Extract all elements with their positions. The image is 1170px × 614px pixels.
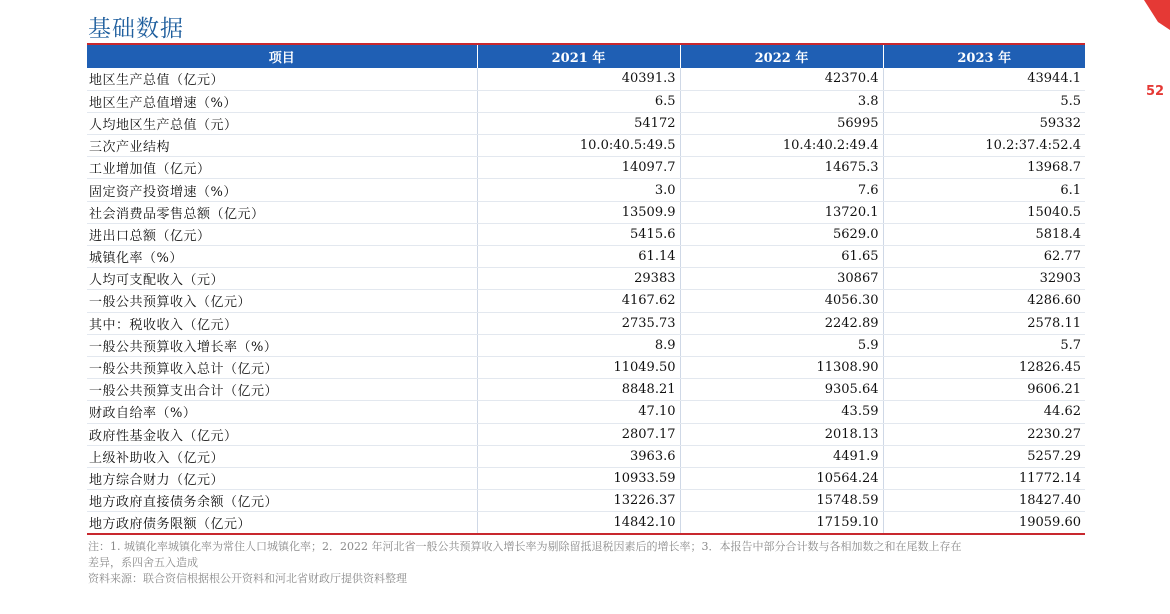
row-value: 61.14 <box>477 246 680 268</box>
row-value: 10.2:37.4:52.4 <box>883 135 1085 157</box>
row-label: 进出口总额（亿元） <box>87 223 477 245</box>
table-header-row <box>87 44 1085 68</box>
table-row <box>87 90 1085 112</box>
row-value: 11308.90 <box>680 356 883 378</box>
row-label: 一般公共预算收入增长率（%） <box>87 334 477 356</box>
row-value: 8848.21 <box>477 379 680 401</box>
row-value: 15040.5 <box>883 201 1085 223</box>
row-label: 城镇化率（%） <box>87 246 477 268</box>
row-value: 2242.89 <box>680 312 883 334</box>
row-value: 15748.59 <box>680 490 883 512</box>
row-value: 2018.13 <box>680 423 883 445</box>
row-value: 9305.64 <box>680 379 883 401</box>
column-header-2022: 2022 年 <box>680 44 883 68</box>
row-value: 62.77 <box>883 246 1085 268</box>
table-row <box>87 423 1085 445</box>
table-row <box>87 201 1085 223</box>
row-value: 10.0:40.5:49.5 <box>477 135 680 157</box>
table-row <box>87 379 1085 401</box>
row-value: 5.9 <box>680 334 883 356</box>
row-value: 17159.10 <box>680 512 883 534</box>
row-value: 4056.30 <box>680 290 883 312</box>
column-header-2021: 2021 年 <box>477 44 680 68</box>
column-header-2023: 2023 年 <box>883 44 1085 68</box>
row-value: 13720.1 <box>680 201 883 223</box>
row-value: 47.10 <box>477 401 680 423</box>
row-value: 5.5 <box>883 90 1085 112</box>
table-row <box>87 268 1085 290</box>
table-row <box>87 334 1085 356</box>
row-value: 5818.4 <box>883 223 1085 245</box>
row-value: 59332 <box>883 112 1085 134</box>
row-value: 2230.27 <box>883 423 1085 445</box>
row-label: 财政自给率（%） <box>87 401 477 423</box>
row-value: 13968.7 <box>883 157 1085 179</box>
row-value: 8.9 <box>477 334 680 356</box>
row-value: 13509.9 <box>477 201 680 223</box>
column-header-item: 项目 <box>268 51 295 66</box>
row-value: 54172 <box>477 112 680 134</box>
row-value: 9606.21 <box>883 379 1085 401</box>
row-label: 地方综合财力（亿元） <box>87 467 477 489</box>
row-value: 7.6 <box>680 179 883 201</box>
row-value: 4286.60 <box>883 290 1085 312</box>
row-label: 一般公共预算支出合计（亿元） <box>87 379 477 401</box>
row-value: 11772.14 <box>883 467 1085 489</box>
row-value: 44.62 <box>883 401 1085 423</box>
row-label: 地方政府债务限额（亿元） <box>87 512 477 534</box>
row-value: 10564.24 <box>680 467 883 489</box>
row-value: 6.1 <box>883 179 1085 201</box>
table-row <box>87 445 1085 467</box>
table-row <box>87 490 1085 512</box>
row-label: 地方政府直接债务余额（亿元） <box>87 490 477 512</box>
row-value: 6.5 <box>477 90 680 112</box>
row-value: 5415.6 <box>477 223 680 245</box>
row-label: 人均可支配收入（元） <box>87 268 477 290</box>
row-value: 18427.40 <box>883 490 1085 512</box>
table-row <box>87 356 1085 378</box>
row-value: 14675.3 <box>680 157 883 179</box>
row-value: 14097.7 <box>477 157 680 179</box>
row-value: 3963.6 <box>477 445 680 467</box>
row-value: 2578.11 <box>883 312 1085 334</box>
row-label: 地区生产总值增速（%） <box>87 90 477 112</box>
row-value: 32903 <box>883 268 1085 290</box>
row-value: 61.65 <box>680 246 883 268</box>
table-row <box>87 157 1085 179</box>
row-label: 其中：税收收入（亿元） <box>87 312 477 334</box>
row-value: 43944.1 <box>883 68 1085 90</box>
row-label: 固定资产投资增速（%） <box>87 179 477 201</box>
row-value: 5257.29 <box>883 445 1085 467</box>
row-label: 政府性基金收入（亿元） <box>87 423 477 445</box>
row-label: 人均地区生产总值（元） <box>87 112 477 134</box>
row-label: 地区生产总值（亿元） <box>87 68 477 90</box>
table-row <box>87 68 1085 90</box>
row-value: 5.7 <box>883 334 1085 356</box>
row-value: 2735.73 <box>477 312 680 334</box>
table-row <box>87 512 1085 534</box>
red-corner-shape <box>1144 0 1170 30</box>
row-value: 42370.4 <box>680 68 883 90</box>
row-value: 2807.17 <box>477 423 680 445</box>
row-value: 43.59 <box>680 401 883 423</box>
page-title: 基础数据 <box>88 16 184 42</box>
row-label: 一般公共预算收入总计（亿元） <box>87 356 477 378</box>
row-label: 社会消费品零售总额（亿元） <box>87 201 477 223</box>
row-value: 12826.45 <box>883 356 1085 378</box>
row-label: 工业增加值（亿元） <box>87 157 477 179</box>
row-value: 3.8 <box>680 90 883 112</box>
table-row <box>87 290 1085 312</box>
row-label: 三次产业结构 <box>87 135 477 157</box>
note-line-1: 注：1. 城镇化率城镇化率为常住人口城镇化率；2．2022 年河北省一般公共预算收入增长率为剔除留抵退税因素后的增长率；3．本报告中部分合计数与各相加数之和在尾数上存在 <box>88 540 962 553</box>
row-value: 4491.9 <box>680 445 883 467</box>
row-value: 19059.60 <box>883 512 1085 534</box>
row-value: 56995 <box>680 112 883 134</box>
source-note: 资料来源：联合资信根据根公开资料和河北省财政厅提供资料整理 <box>88 572 407 585</box>
row-value: 30867 <box>680 268 883 290</box>
row-value: 10.4:40.2:49.4 <box>680 135 883 157</box>
row-label: 上级补助收入（亿元） <box>87 445 477 467</box>
table-row <box>87 401 1085 423</box>
row-value: 4167.62 <box>477 290 680 312</box>
row-value: 14842.10 <box>477 512 680 534</box>
table-row <box>87 223 1085 245</box>
table-row <box>87 135 1085 157</box>
table-notes <box>88 539 1088 587</box>
row-value: 29383 <box>477 268 680 290</box>
row-value: 11049.50 <box>477 356 680 378</box>
table-row <box>87 246 1085 268</box>
table-row <box>87 467 1085 489</box>
table-body <box>87 68 1085 534</box>
row-value: 3.0 <box>477 179 680 201</box>
page-corner-decoration <box>1144 0 1170 120</box>
row-value: 40391.3 <box>477 68 680 90</box>
note-line-2: 差异，系四舍五入造成 <box>88 556 198 569</box>
page-number-fragment: 52 <box>1146 84 1165 99</box>
table-row <box>87 112 1085 134</box>
table-row <box>87 179 1085 201</box>
row-value: 5629.0 <box>680 223 883 245</box>
basic-data-table <box>87 43 1085 535</box>
row-value: 10933.59 <box>477 467 680 489</box>
row-value: 13226.37 <box>477 490 680 512</box>
table-row <box>87 312 1085 334</box>
row-label: 一般公共预算收入（亿元） <box>87 290 477 312</box>
